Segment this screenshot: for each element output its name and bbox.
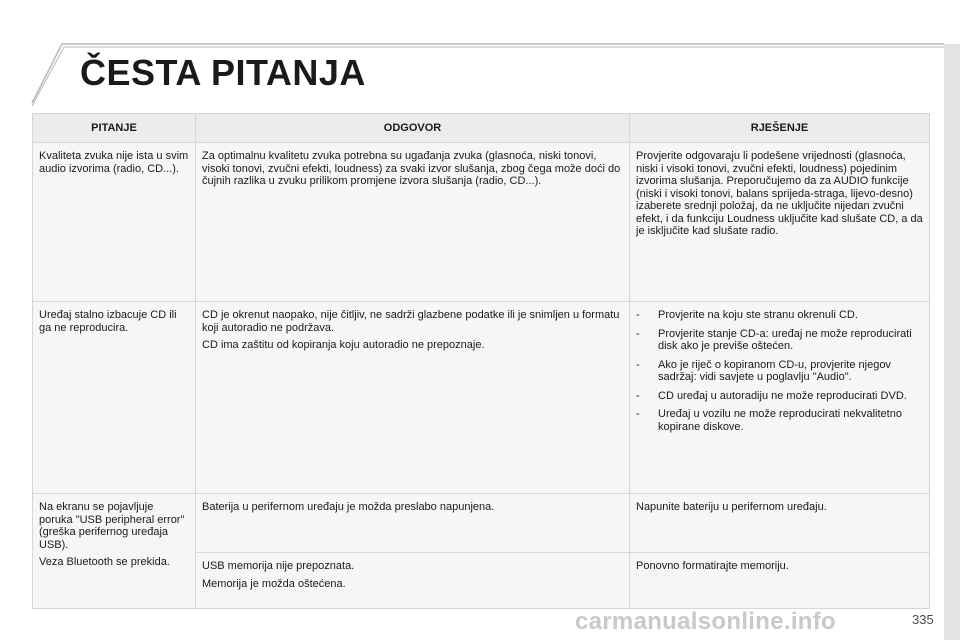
answer-text: USB memorija nije prepoznata. xyxy=(202,560,355,572)
answer-cell xyxy=(196,553,630,609)
question-cell xyxy=(33,494,196,609)
answer-text: CD je okrenut naopako, nije čitljiv, ne sadrži glazbene podatke ili je snimljen u formatu koji autoradio ne podržava. xyxy=(202,309,620,334)
answer-text: Baterija u perifernom uređaju je možda preslabo napunjena. xyxy=(202,501,495,513)
list-item-text: CD uređaj u autoradiju ne može reproducirati DVD. xyxy=(658,389,907,402)
bullet-dash: - xyxy=(636,309,640,321)
question-cell: Uređaj stalno izbacuje CD ili ga ne reproducira. xyxy=(33,302,196,494)
bullet-dash: - xyxy=(636,358,640,371)
solution-cell: Napunite bateriju u perifernom uređaju. xyxy=(630,494,930,553)
table-row xyxy=(33,302,930,494)
list-item-text: Uređaj u vozilu ne može reproducirati nekvalitetno kopirane diskove. xyxy=(658,408,902,433)
question-text: Na ekranu se pojavljuje poruka "USB peripheral error" (greška perifernog uređaja USB). xyxy=(39,501,185,551)
solution-list xyxy=(636,309,923,433)
column-header-answer: ODGOVOR xyxy=(196,114,630,143)
answer-text: Memorija je možda oštećena. xyxy=(202,577,346,590)
answer-text: CD ima zaštitu od kopiranja koju autoradio ne prepoznaje. xyxy=(202,339,485,351)
column-header-solution: RJEŠENJE xyxy=(630,114,930,143)
column-header-question: PITANJE xyxy=(33,114,196,143)
page-title: ČESTA PITANJA xyxy=(80,52,366,93)
solution-cell xyxy=(630,302,930,494)
watermark: carmanualsonline.info xyxy=(575,608,837,635)
list-item xyxy=(636,390,923,403)
faq-table xyxy=(32,113,930,609)
answer-cell xyxy=(196,494,630,553)
list-item xyxy=(636,408,923,433)
page-number: 335 xyxy=(912,612,934,627)
list-item-text: Provjerite na koju ste stranu okrenuli CD. xyxy=(658,309,858,321)
answer-cell xyxy=(196,143,630,302)
list-item xyxy=(636,328,923,353)
table-row xyxy=(33,143,930,302)
question-text: Veza Bluetooth se prekida. xyxy=(39,556,170,568)
bullet-dash: - xyxy=(636,389,640,402)
solution-cell: Provjerite odgovaraju li podešene vrijednosti (glasnoća, niski i visoki tonovi, zvučni efekti, loudness) pojedinim izvorima slušanja. Preporučujemo da za AUDIO funkcije (niski i visoki tonovi, balans sprijeda-straga, lijevo-desno) izaberete srednji položaj, da ne uključite nijedan zvučni efekt, i da funkciju Loudness uključite kad slušate CD, a da je isključite kad slušate radio. xyxy=(630,143,930,302)
answer-cell xyxy=(196,302,630,494)
list-item-text: Ako je riječ o kopiranom CD-u, provjerite njegov sadržaj: vidi savjete u poglavlju "Audio". xyxy=(658,358,891,383)
table-header-row xyxy=(33,114,930,143)
solution-cell: Ponovno formatirajte memoriju. xyxy=(630,553,930,609)
side-tab xyxy=(944,44,960,640)
bullet-dash: - xyxy=(636,327,640,340)
list-item-text: Provjerite stanje CD-a: uređaj ne može reproducirati disk ako je previše oštećen. xyxy=(658,327,912,352)
bullet-dash: - xyxy=(636,408,640,420)
table-row xyxy=(33,494,930,553)
list-item xyxy=(636,359,923,384)
question-cell: Kvaliteta zvuka nije ista u svim audio izvorima (radio, CD...). xyxy=(33,143,196,302)
answer-text: Za optimalnu kvalitetu zvuka potrebna su ugađanja zvuka (glasnoća, niski tonovi, visoki tonovi, zvučni efekti, loudness) za svaki izvor slušanja, zbog čega može doći do čujnih razlika u zvuku prilikom promjene izvora slušanja (radio, CD...). xyxy=(202,150,621,187)
list-item xyxy=(636,309,923,322)
page-header xyxy=(0,0,960,110)
